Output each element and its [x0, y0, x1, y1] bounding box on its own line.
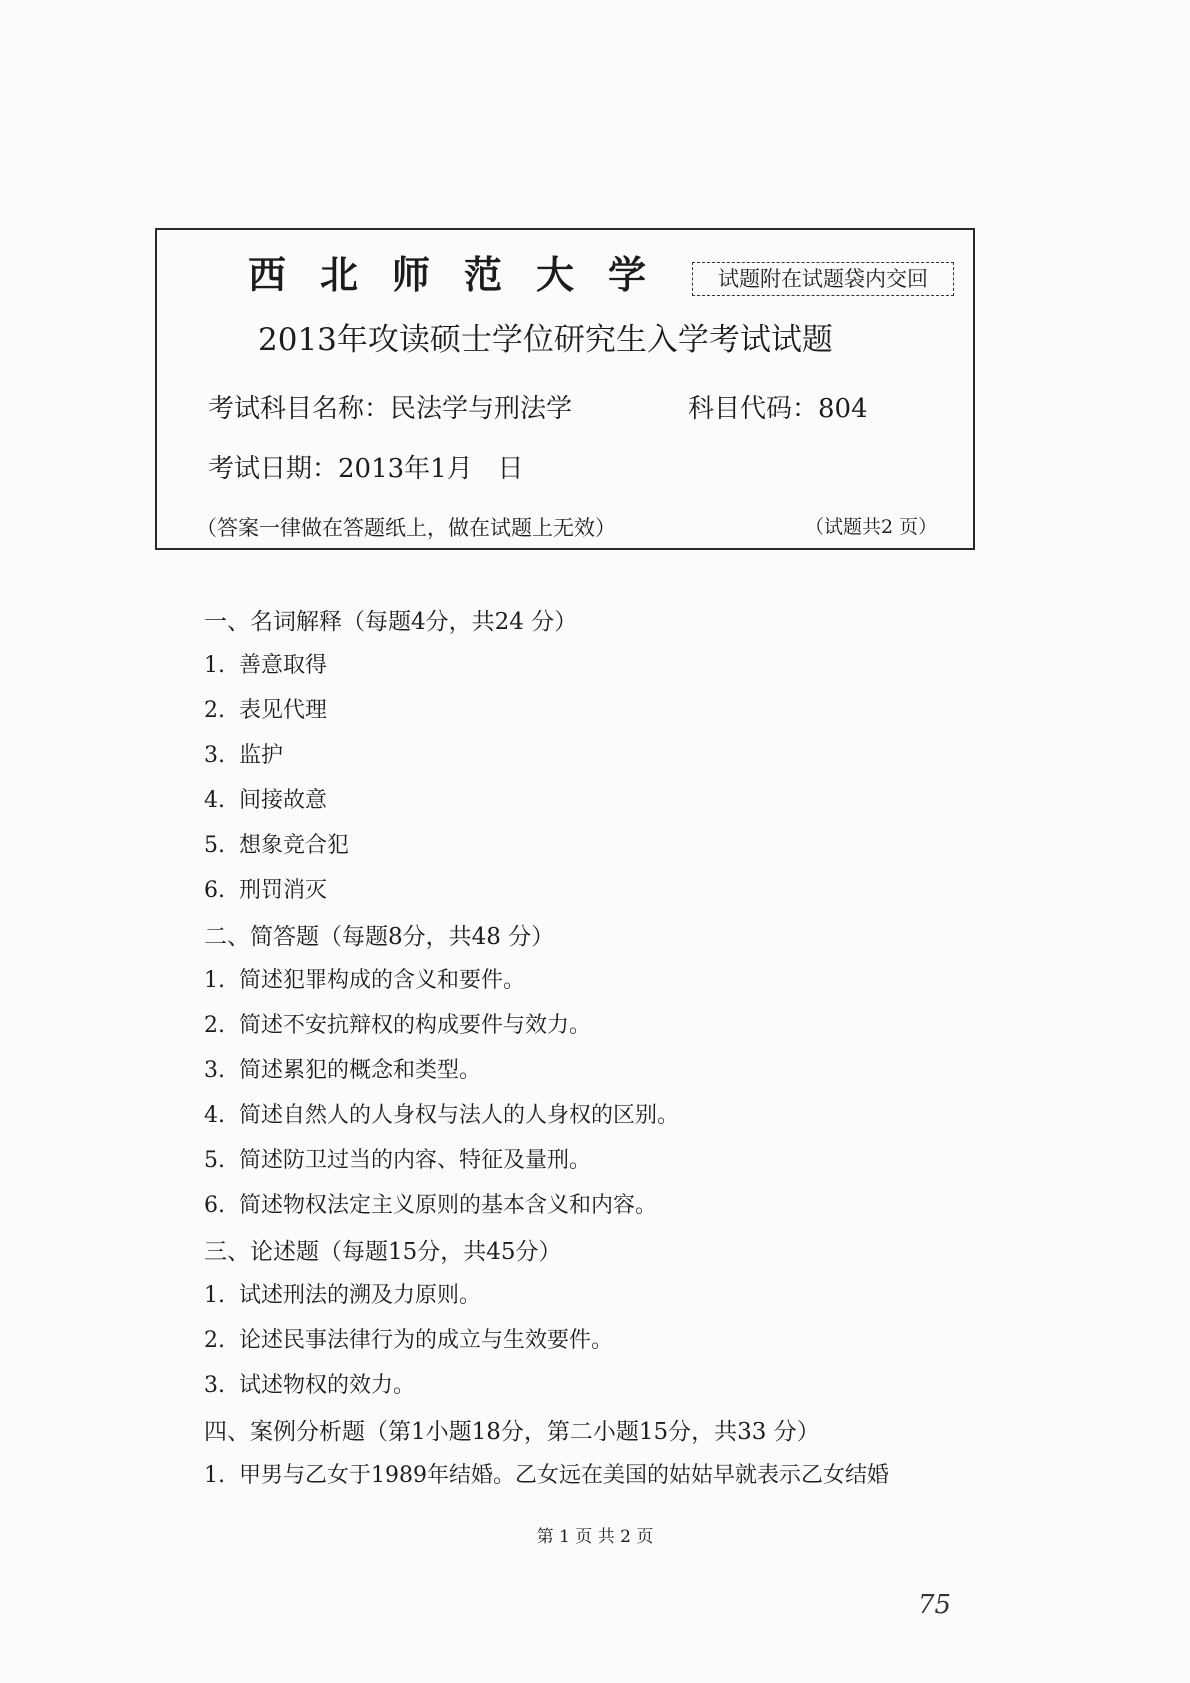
question-item: 6. 简述物权法定主义原则的基本含义和内容。	[204, 1193, 658, 1218]
section-heading: 四、案例分析题（第1小题18分，第二小题15分，共33 分）	[204, 1419, 820, 1445]
question-item: 2. 表见代理	[204, 698, 328, 723]
question-item: 5. 简述防卫过当的内容、特征及量刑。	[204, 1148, 592, 1173]
question-item: 4. 简述自然人的人身权与法人的人身权的区别。	[204, 1103, 680, 1128]
subject-name: 考试科目名称：民法学与刑法学	[208, 394, 573, 424]
question-item: 3. 监护	[204, 743, 284, 768]
page-footer: 第 1 页 共 2 页	[536, 1527, 654, 1547]
answer-notice: （答案一律做在答题纸上，做在试题上无效）	[196, 516, 616, 540]
exam-title: 2013年攻读硕士学位研究生入学考试试题	[258, 322, 833, 358]
handwritten-mark: 75	[918, 1590, 952, 1620]
page-count-note: （试题共2 页）	[805, 516, 938, 538]
question-item: 4. 间接故意	[204, 788, 328, 813]
question-item: 2. 简述不安抗辩权的构成要件与效力。	[204, 1013, 592, 1038]
university-name: 西北师范大学	[248, 252, 681, 297]
question-item: 5. 想象竞合犯	[204, 833, 350, 858]
exam-date: 考试日期：2013年1月 日	[208, 454, 524, 484]
section-heading: 三、论述题（每题15分，共45分）	[204, 1239, 562, 1265]
subject-code: 科目代码：804	[688, 394, 868, 424]
question-item: 3. 简述累犯的概念和类型。	[204, 1058, 482, 1083]
question-item: 1. 甲男与乙女于1989年结婚。乙女远在美国的姑姑早就表示乙女结婚	[204, 1463, 889, 1488]
question-item: 1. 试述刑法的溯及力原则。	[204, 1283, 482, 1308]
question-item: 6. 刑罚消灭	[204, 878, 328, 903]
question-item: 3. 试述物权的效力。	[204, 1373, 416, 1398]
question-item: 1. 简述犯罪构成的含义和要件。	[204, 968, 526, 993]
return-notice-stamp: 试题附在试题袋内交回	[692, 262, 954, 296]
question-item: 2. 论述民事法律行为的成立与生效要件。	[204, 1328, 614, 1353]
question-item: 1. 善意取得	[204, 653, 328, 678]
section-heading: 一、名词解释（每题4分，共24 分）	[204, 609, 578, 635]
section-heading: 二、简答题（每题8分，共48 分）	[204, 924, 555, 950]
